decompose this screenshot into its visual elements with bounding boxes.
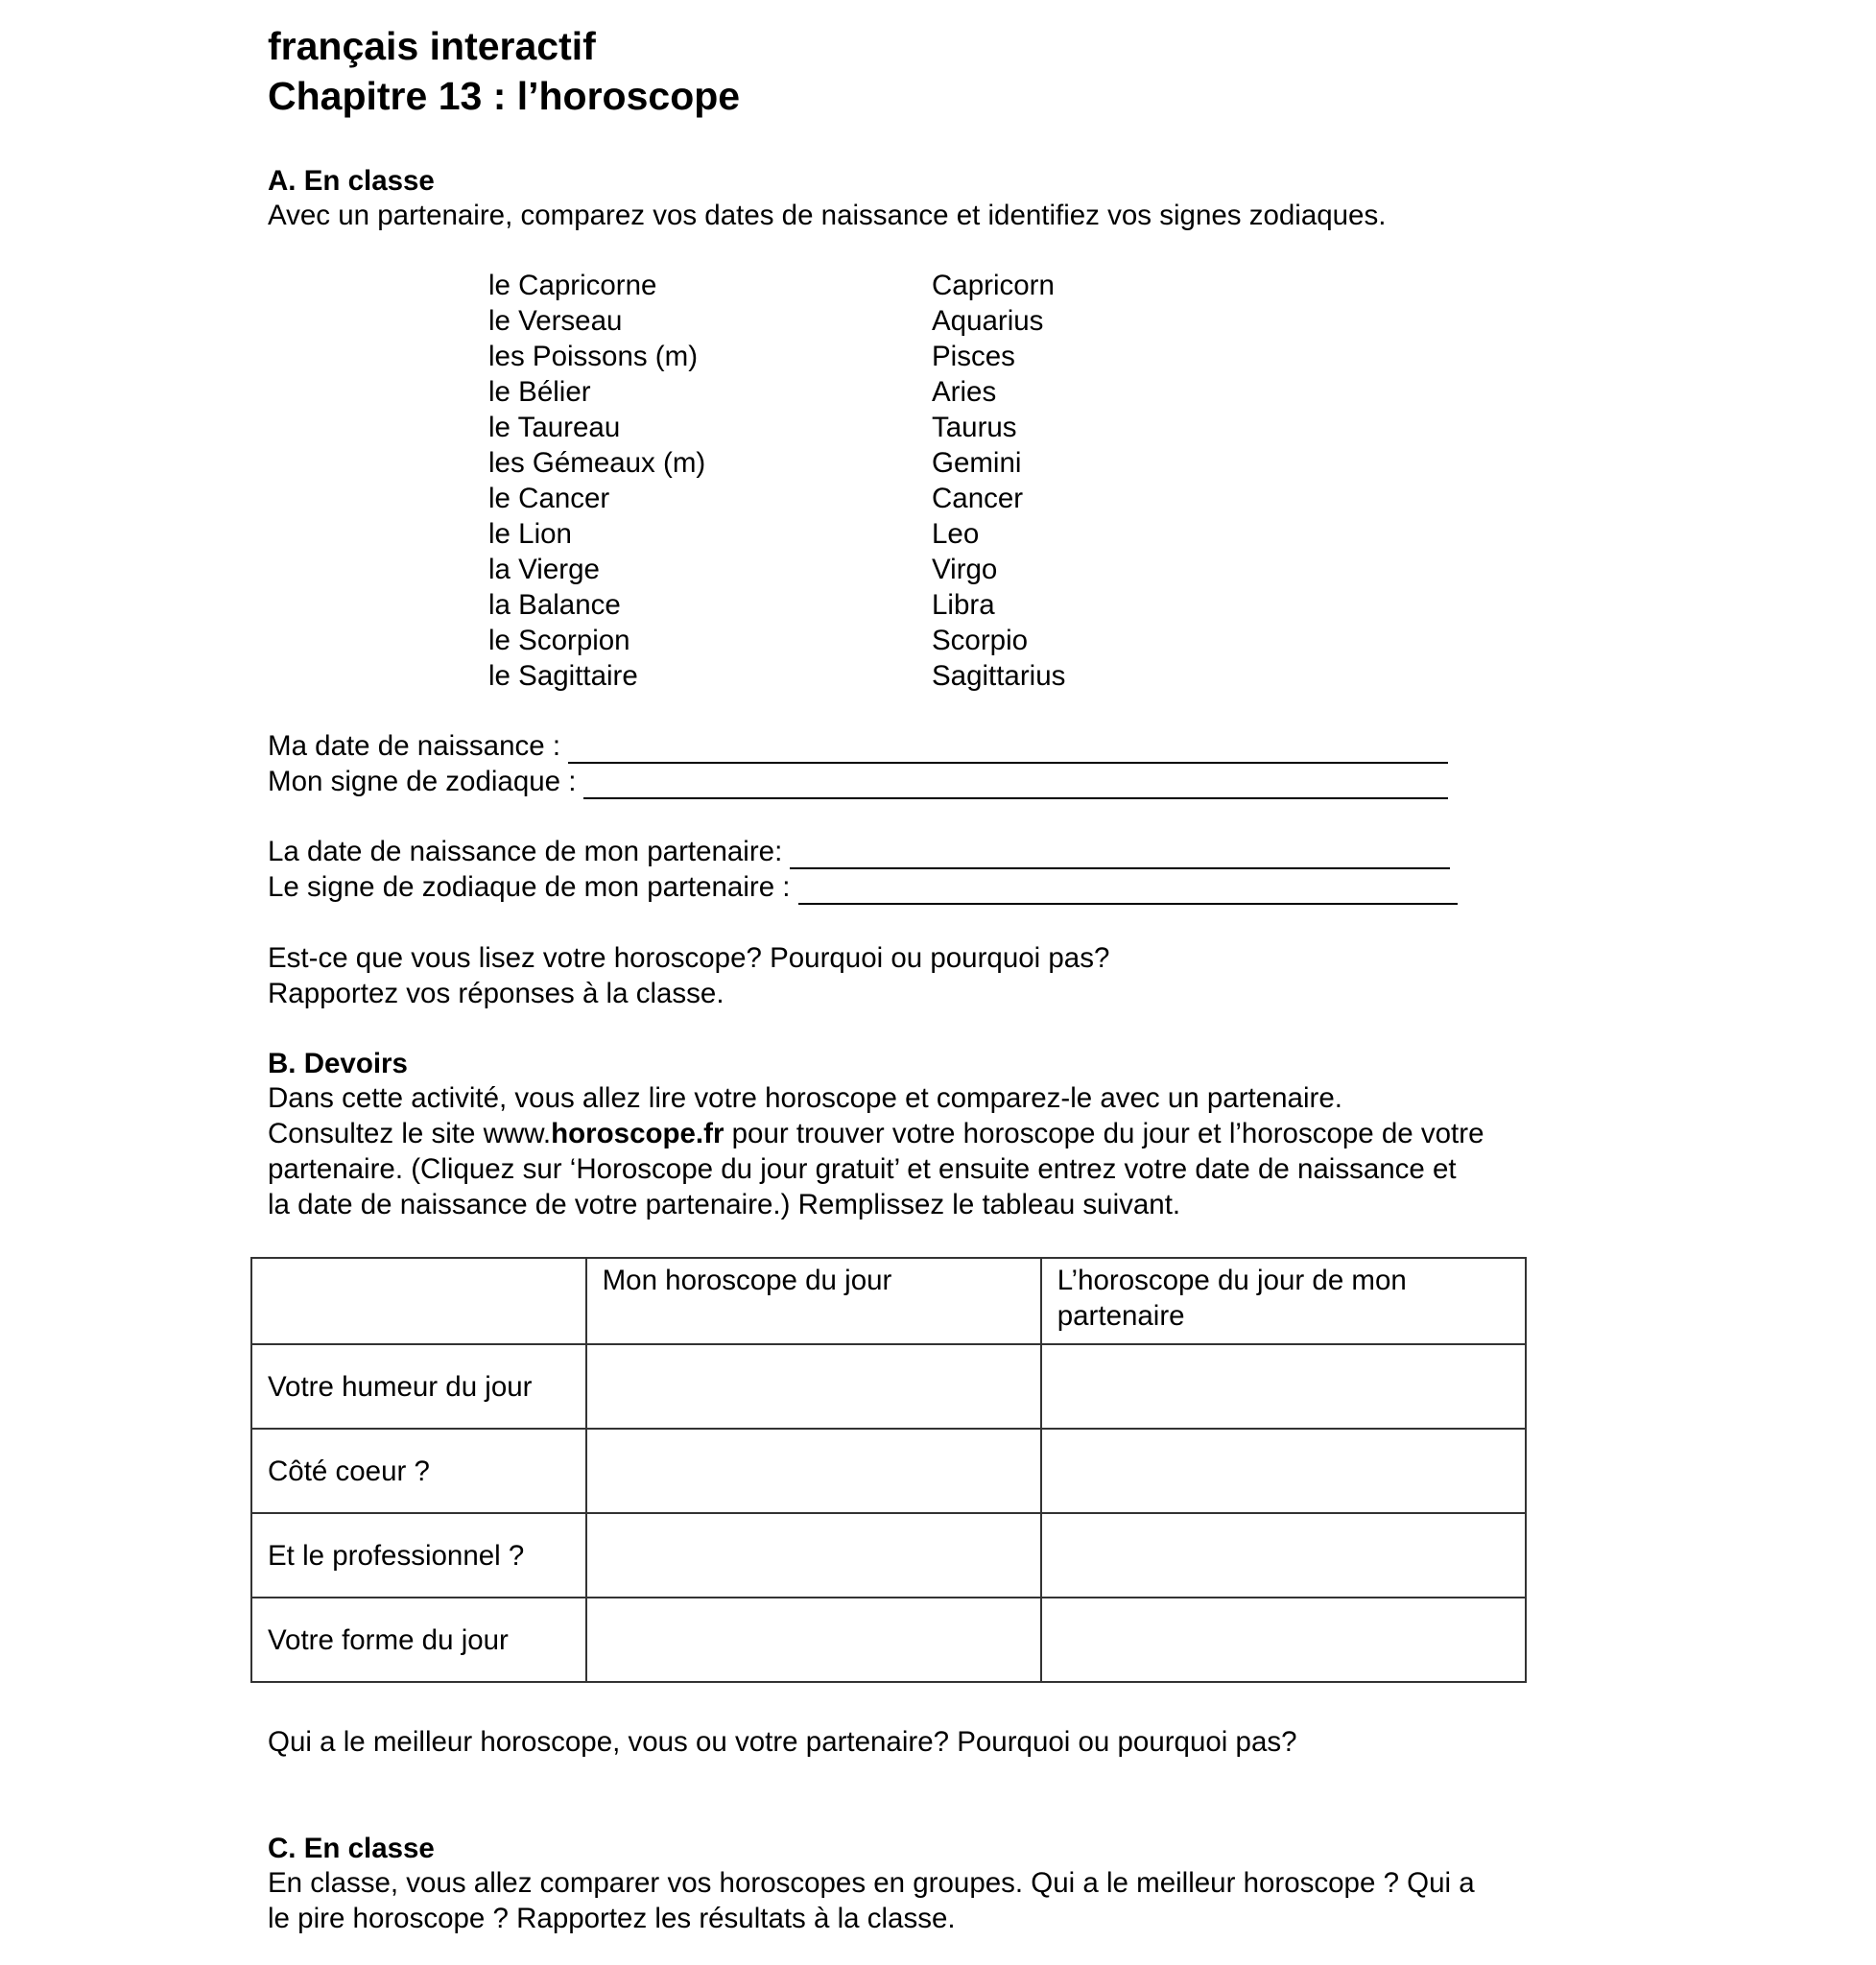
sign-english: Pisces <box>932 341 1015 372</box>
row-label: Votre forme du jour <box>251 1598 586 1682</box>
section-b-line4: la date de naissance de votre partenaire.) Remplissez le tableau suivant. <box>268 1189 1181 1220</box>
partner-birthdate-blank[interactable] <box>790 839 1450 869</box>
sign-english: Aquarius <box>932 305 1044 337</box>
my-birthdate-blank[interactable] <box>568 733 1448 764</box>
partner-horoscope-cell[interactable] <box>1041 1598 1526 1682</box>
my-sign-label: Mon signe de zodiaque : <box>268 766 577 797</box>
section-b-line3: partenaire. (Cliquez sur ‘Horoscope du jour gratuit’ et ensuite entrez votre date de naissance et <box>268 1153 1457 1185</box>
my-horoscope-cell[interactable] <box>586 1598 1041 1682</box>
section-b-question: Qui a le meilleur horoscope, vous ou votre partenaire? Pourquoi ou pourquoi pas? <box>268 1726 1297 1758</box>
section-a-instruction: Avec un partenaire, comparez vos dates de naissance et identifiez vos signes zodiaques. <box>268 200 1387 231</box>
sign-english: Capricorn <box>932 270 1055 301</box>
table-header-row <box>251 1258 1526 1344</box>
sign-french: le Cancer <box>488 483 610 514</box>
partner-horoscope-cell[interactable] <box>1041 1344 1526 1429</box>
my-horoscope-cell[interactable] <box>586 1513 1041 1598</box>
my-horoscope-cell[interactable] <box>586 1344 1041 1429</box>
site-link[interactable]: horoscope.fr <box>551 1118 724 1149</box>
document-title: français interactif <box>268 24 596 68</box>
section-c-heading: C. En classe <box>268 1833 435 1864</box>
sign-french: le Bélier <box>488 376 591 408</box>
partner-horoscope-cell[interactable] <box>1041 1513 1526 1598</box>
report-instruction: Rapportez vos réponses à la classe. <box>268 978 724 1009</box>
partner-sign-blank[interactable] <box>798 874 1459 905</box>
row-label: Côté coeur ? <box>251 1429 586 1513</box>
sign-english: Sagittarius <box>932 660 1066 692</box>
partner-horoscope-cell[interactable] <box>1041 1429 1526 1513</box>
sign-french: le Sagittaire <box>488 660 638 692</box>
row-label: Votre humeur du jour <box>251 1344 586 1429</box>
my-birthdate-label: Ma date de naissance : <box>268 730 561 762</box>
sign-english: Taurus <box>932 412 1017 443</box>
section-c-line1: En classe, vous allez comparer vos horoscopes en groupes. Qui a le meilleur horoscope ? Qui a <box>268 1867 1475 1899</box>
sign-english: Cancer <box>932 483 1024 514</box>
sign-french: le Taureau <box>488 412 621 443</box>
sign-french: les Gémeaux (m) <box>488 447 706 479</box>
sign-english: Gemini <box>932 447 1022 479</box>
site-suffix: pour trouver votre horoscope du jour et l’horoscope de votre <box>724 1118 1484 1149</box>
section-b-line2 <box>268 1116 1484 1151</box>
section-a-heading: A. En classe <box>268 165 435 197</box>
row-label: Et le professionnel ? <box>251 1513 586 1598</box>
sign-french: les Poissons (m) <box>488 341 699 372</box>
section-b-line1: Dans cette activité, vous allez lire votre horoscope et comparez-le avec un partenaire. <box>268 1082 1342 1114</box>
section-c-line2: le pire horoscope ? Rapportez les résultats à la classe. <box>268 1903 956 1934</box>
table-row <box>251 1344 1526 1429</box>
partner-birthdate-label: La date de naissance de mon partenaire: <box>268 836 783 867</box>
sign-french: la Vierge <box>488 554 600 585</box>
table-header-cell <box>251 1258 586 1344</box>
table-row <box>251 1429 1526 1513</box>
section-b-heading: B. Devoirs <box>268 1048 408 1079</box>
site-prefix: Consultez le site www. <box>268 1118 552 1149</box>
table-header-cell: Mon horoscope du jour <box>586 1258 1041 1344</box>
chapter-title: Chapitre 13 : l’horoscope <box>268 74 741 118</box>
table-header-cell: L’horoscope du jour de mon partenaire <box>1041 1258 1526 1344</box>
my-horoscope-cell[interactable] <box>586 1429 1041 1513</box>
sign-english: Aries <box>932 376 997 408</box>
partner-sign-label: Le signe de zodiaque de mon partenaire : <box>268 871 791 903</box>
sign-french: le Verseau <box>488 305 623 337</box>
sign-french: le Scorpion <box>488 625 630 656</box>
sign-english: Libra <box>932 589 995 621</box>
sign-english: Virgo <box>932 554 998 585</box>
sign-french: le Lion <box>488 518 572 550</box>
sign-english: Leo <box>932 518 980 550</box>
my-sign-blank[interactable] <box>583 769 1448 799</box>
sign-french: le Capricorne <box>488 270 657 301</box>
sign-english: Scorpio <box>932 625 1029 656</box>
horoscope-table <box>250 1257 1527 1683</box>
sign-french: la Balance <box>488 589 621 621</box>
table-row <box>251 1513 1526 1598</box>
table-row <box>251 1598 1526 1682</box>
question-read-horoscope: Est-ce que vous lisez votre horoscope? Pourquoi ou pourquoi pas? <box>268 942 1110 974</box>
